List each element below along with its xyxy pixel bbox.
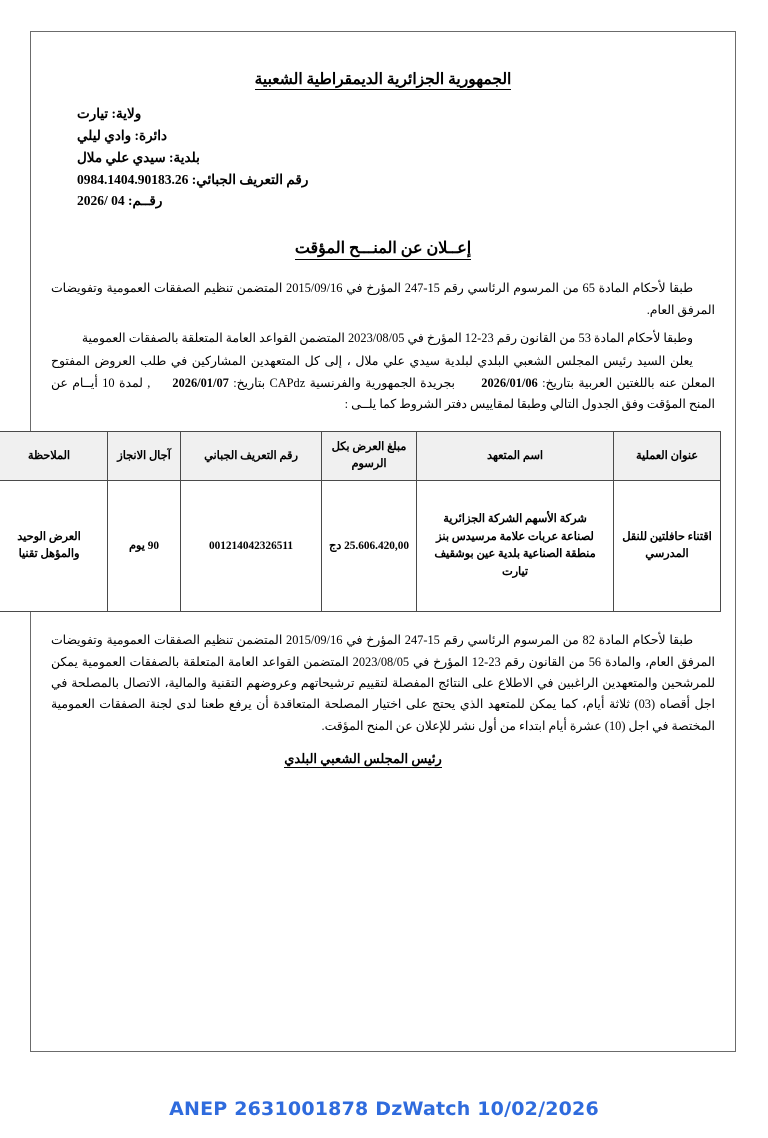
republic-title — [45, 70, 721, 89]
bidder-name-lines — [420, 511, 610, 581]
document-page-frame — [17, 31, 736, 1052]
reference-number-line: رقــم: 04 /2026 — [77, 193, 163, 209]
signature-text: رئيس المجلس الشعبي البلدي — [284, 750, 442, 766]
daira-line: دائرة: وادي ليلي — [77, 127, 168, 143]
announcement-date-arabic: 2026/01/06 — [481, 375, 538, 390]
cell-execution-delay: 90 يوم — [108, 481, 181, 612]
commune-line: بلدية: سيدي علي ملال — [77, 149, 200, 165]
bidder-name-line-3: منطقة الصناعية بلدية عين بوشقيف — [434, 548, 596, 561]
table-header-row — [0, 432, 721, 481]
note-line-1: العرض الوحيد — [17, 530, 81, 543]
paragraph-decree-15-247: طبقا لأحكام المادة 65 من المرسوم الرئاسي رقم 15-247 المؤرخ في 2015/09/16 المتضمن تنظيم الصفقات العمومية وتفويضات المرفق العام. — [51, 281, 715, 317]
note-lines — [0, 529, 104, 564]
note-line-2: والمؤهل تقنيا — [18, 548, 80, 561]
award-table-header — [0, 432, 721, 481]
wilaya-line: ولاية: تيارت — [77, 106, 142, 121]
page-title-text: إعــلان عن المنـــح المؤقت — [295, 240, 471, 260]
cell-bidder-name — [417, 481, 614, 612]
operation-title-lines — [617, 529, 717, 564]
cell-tax-id: 001214042326511 — [181, 481, 322, 612]
republic-title-text: الجمهورية الجزائرية الديمقراطية الشعبية — [254, 71, 512, 88]
signature-block — [45, 751, 721, 767]
intro-paragraphs — [45, 278, 721, 415]
award-table — [0, 431, 721, 612]
administrative-header — [45, 103, 721, 212]
operation-title-line-2: المدرسي — [645, 548, 689, 561]
header-tax-id: رقم التعريف الجباني — [181, 432, 322, 481]
cell-offer-amount: 25.606.420,00 دج — [322, 481, 417, 612]
header-execution-delay: آجال الانجاز — [108, 432, 181, 481]
cell-operation-title — [614, 481, 721, 612]
paragraph-law-23-12: وطبقا لأحكام المادة 53 من القانون رقم 23-12 المؤرخ في 2023/08/05 المتضمن القواعد العامة المتعلقة بالصفقات العمومية — [81, 330, 693, 345]
cell-note — [0, 481, 108, 612]
announcement-text-part-3: , لمدة 10 أيــام عن المنح المؤقت وفق الجدول التالي وطبقا لمقاييس دفتر الشروط كما يلــى : — [51, 375, 715, 411]
header-offer-amount: مبلغ العرض بكل الرسوم — [322, 432, 417, 481]
header-note: الملاحظة — [0, 432, 108, 481]
page-title — [45, 238, 721, 258]
bidder-name-line-2: لصناعة عربات علامة مرسيدس بنز — [436, 530, 594, 543]
header-bidder-name: اسم المتعهد — [417, 432, 614, 481]
tax-identification-line: رقم التعريف الجبائي: 0984.1404.90183.26 — [77, 171, 309, 187]
paragraph-announcement — [51, 351, 715, 415]
announcement-date-french: 2026/01/07 — [172, 375, 229, 390]
operation-title-line-1: اقتناء حافلتين للنقل — [622, 530, 712, 543]
anep-footer: ANEP 2631001878 DzWatch 10/02/2026 — [169, 1098, 599, 1120]
bidder-name-line-4: تيارت — [501, 565, 529, 578]
award-table-body — [0, 481, 721, 612]
closing-section — [45, 630, 721, 767]
announcement-text-part-1: يعلن السيد رئيس المجلس الشعبي البلدي لبلدية سيدي علي ملال ، إلى كل المتعهدين المشاركين في طلب العروض المفتوح المعلن عنه باللغتين العربية بتاريخ: — [51, 354, 715, 390]
paragraph-appeal-rights: طبقا لأحكام المادة 82 من المرسوم الرئاسي رقم 15-247 المؤرخ في 2015/09/16 المتضمن تنظيم الصفقات العمومية وتفويضات المرفق العام، والمادة 56 من القانون رقم 23-12 المؤرخ في 2023/08/05 المتضمن القواعد العامة المتعلقة بالصفقات العمومية يمكن للمرشحين والمتعهدين الراغبين في الاطلاع على النتائج المفصلة لتقييم ترشيحاتهم وعروضهم التقنية والمالية، الاتصال بالمصلحة في اجل أقصاه (03) ثلاثة أيام، كما يمكن للمتعهد الذي يحتج على اختيار المصلحة المتعاقدة أن يرفع طعنا لدى لجنة الصفقات العمومية المختصة في اجل (10) عشرة أيام ابتداء من أول نشر للإعلان عن المنح المؤقت. — [51, 633, 716, 733]
announcement-text-part-2: بجريدة الجمهورية والفرنسية CAPdz بتاريخ: — [228, 375, 460, 390]
bidder-name-line-1: شركة الأسهم الشركة الجزائرية — [443, 513, 587, 526]
table-row — [0, 481, 721, 612]
document-content — [17, 48, 721, 1041]
header-operation-title: عنوان العملية — [614, 432, 721, 481]
